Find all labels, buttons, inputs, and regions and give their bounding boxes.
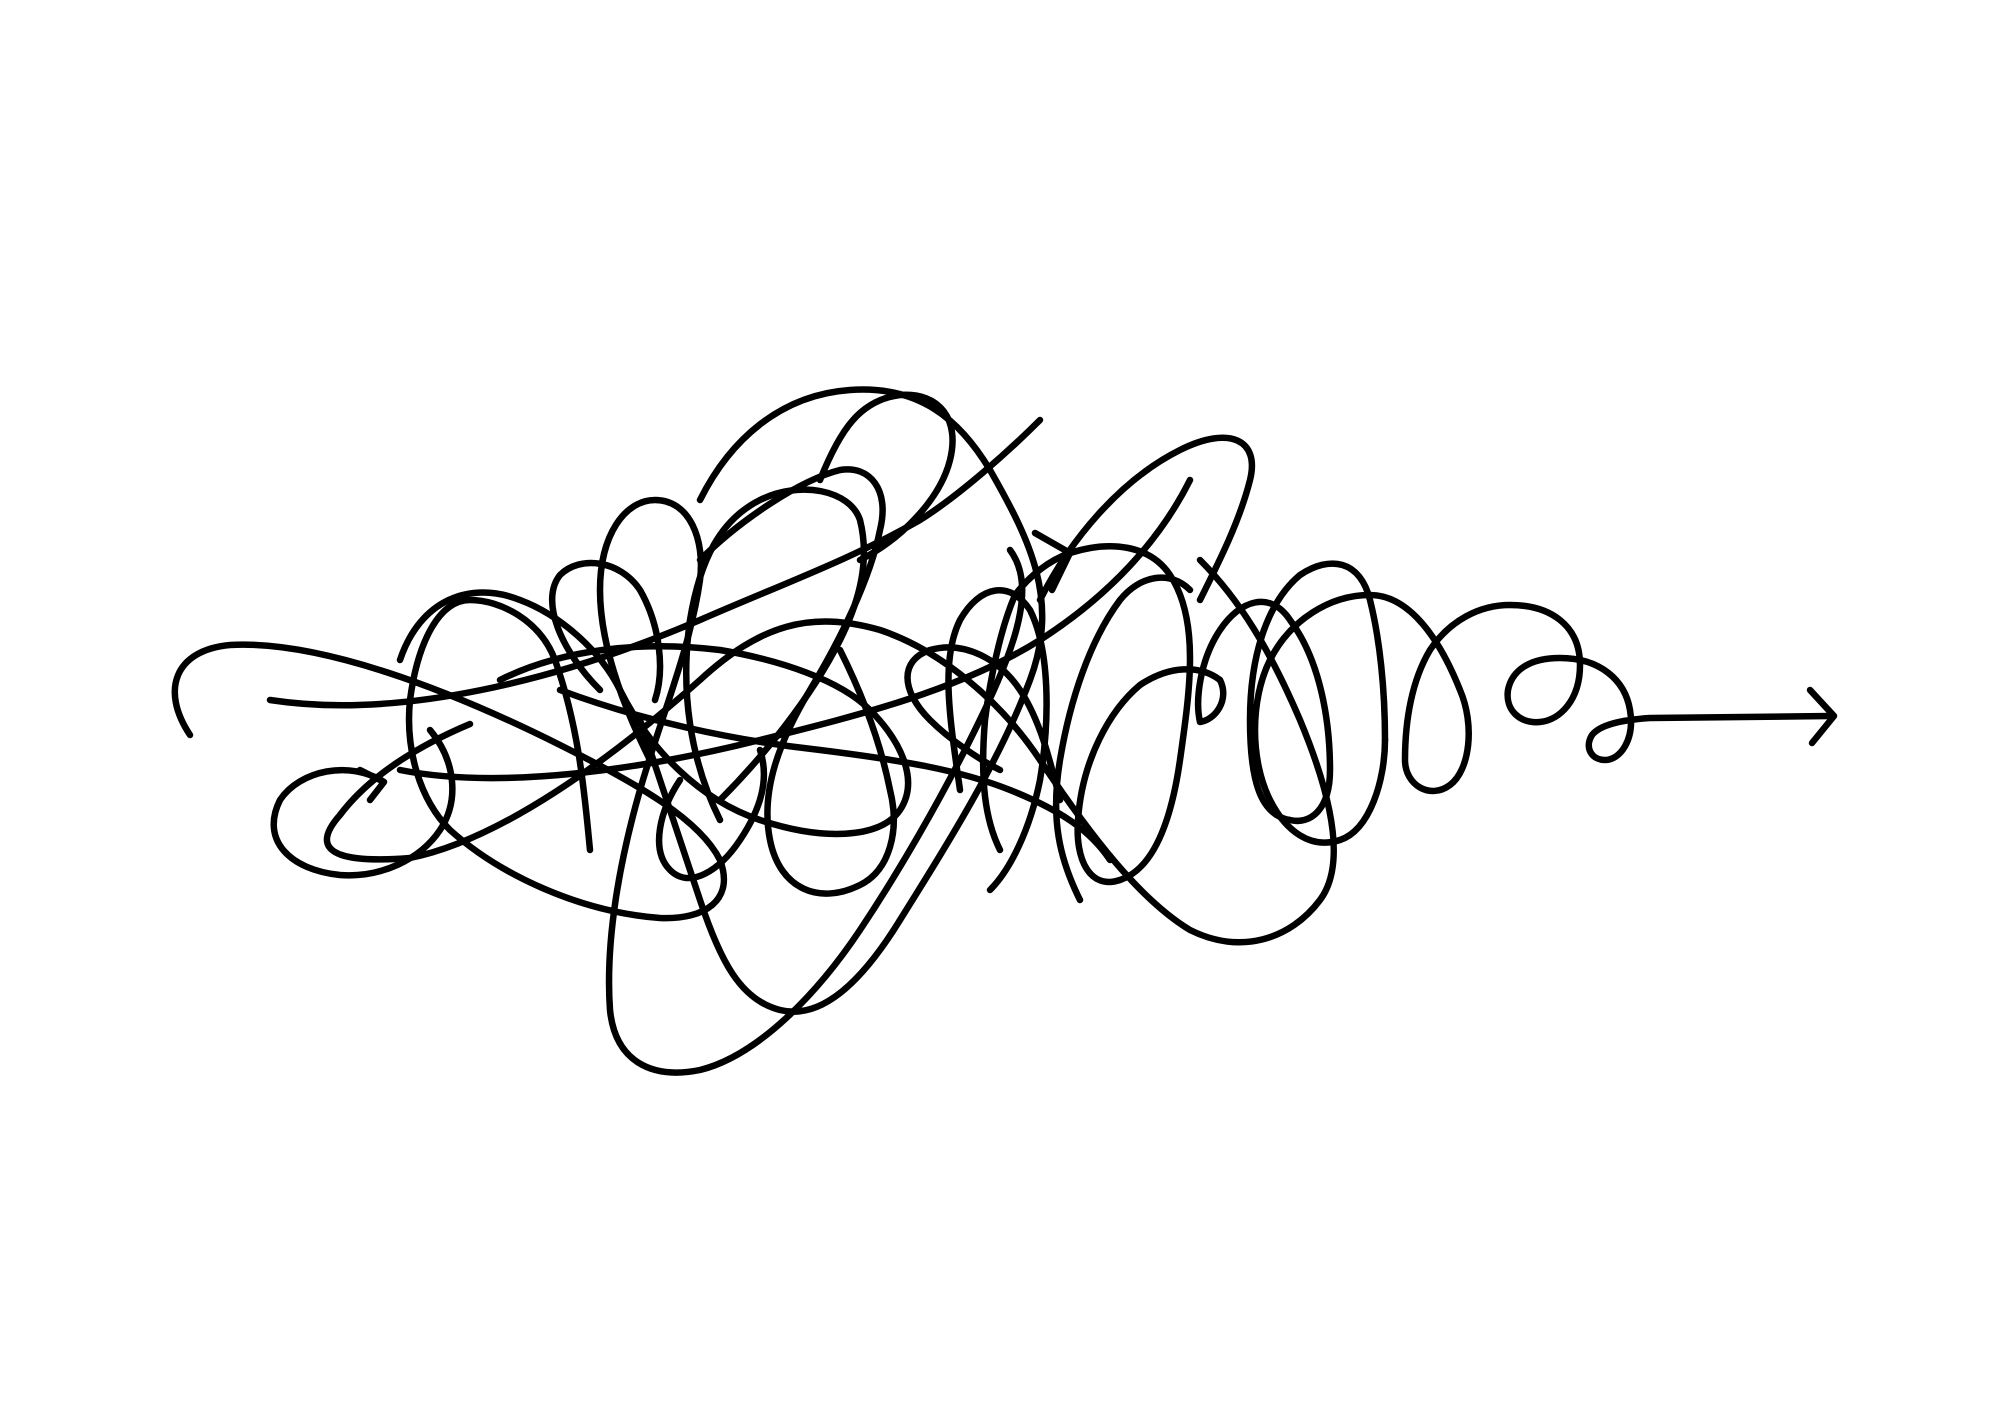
- tangle-stroke: [1056, 578, 1190, 900]
- unwinding-stroke: [1198, 564, 1385, 821]
- tangle-stroke: [640, 390, 1042, 1012]
- tangle-stroke: [400, 480, 1190, 778]
- tangle-stroke: [1040, 438, 1252, 600]
- scribble-icon: [175, 390, 1334, 1073]
- unwinding-stroke: [1255, 595, 1830, 843]
- tangle-stroke: [270, 420, 1040, 705]
